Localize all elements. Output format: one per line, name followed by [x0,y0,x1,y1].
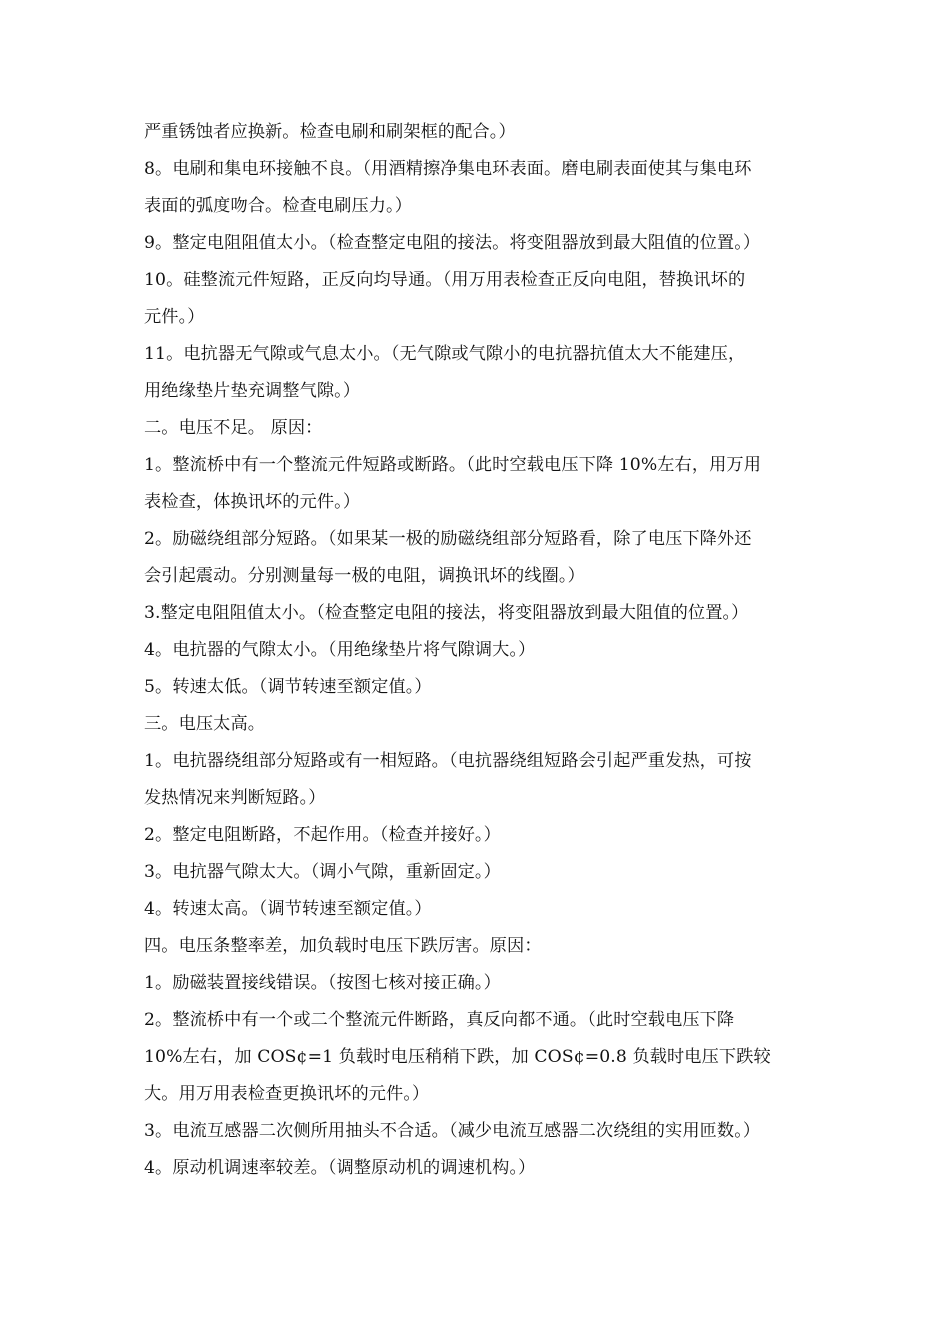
text-line: 严重锈蚀者应换新。检查电刷和刷架框的配合。） [144,122,516,142]
text-line: 1。整流桥中有一个整流元件短路或断路。（此时空载电压下降 10%左右，用万用 [144,455,761,475]
text-line: 2。励磁绕组部分短路。（如果某一极的励磁绕组部分短路看，除了电压下降外还 [144,529,752,549]
section-heading: 四。电压条整率差，加负载时电压下跌厉害。原因： [144,936,542,956]
document-page [144,118,820,1191]
section-heading: 三。电压太高。 [144,714,266,734]
text-line: 大。用万用表检查更换讯坏的元件。） [144,1084,430,1104]
text-line: 3.整定电阻阻值太小。（检查整定电阻的接法，将变阻器放到最大阻值的位置。） [144,603,749,623]
text-line: 10。硅整流元件短路，正反向均导通。（用万用表检查正反向电阻，替换讯坏的 [144,270,746,290]
text-line: 表检查，体换讯坏的元件。） [144,492,361,512]
text-line: 表面的弧度吻合。检查电刷压力。） [144,196,413,216]
text-line: 4。转速太高。（调节转速至额定值。） [144,899,432,919]
text-line: 5。转速太低。（调节转速至额定值。） [144,677,432,697]
text-line: 1。电抗器绕组部分短路或有一相短路。（电抗器绕组短路会引起严重发热，可按 [144,751,752,771]
text-line: 8。电刷和集电环接触不良。（用酒精擦净集电环表面。磨电刷表面使其与集电环 [144,159,752,179]
text-line: 会引起震动。分别测量每一极的电阻，调换讯坏的线圈。） [144,566,585,586]
text-line: 发热情况来判断短路。） [144,788,326,808]
text-line: 4。电抗器的气隙太小。（用绝缘垫片将气隙调大。） [144,640,536,660]
text-line: 9。整定电阻阻值太小。（检查整定电阻的接法。将变阻器放到最大阻值的位置。） [144,233,761,253]
text-line: 10%左右，加 COS¢=1 负载时电压稍稍下跌，加 COS¢=0.8 负载时电压下跌较 [144,1047,771,1067]
text-line: 3。电抗器气隙太大。（调小气隙，重新固定。） [144,862,501,882]
text-line: 用绝缘垫片垫充调整气隙。） [144,381,361,401]
text-line: 元件。） [144,307,205,327]
text-line: 4。原动机调速率较差。（调整原动机的调速机构。） [144,1158,536,1178]
text-line: 1。励磁装置接线错误。（按图七核对接正确。） [144,973,501,993]
text-line: 2。整定电阻断路，不起作用。（检查并接好。） [144,825,501,845]
text-line: 2。整流桥中有一个或二个整流元件断路，真反向都不通。（此时空载电压下降 [144,1010,735,1030]
section-heading: 二。电压不足。 原因： [144,418,323,438]
text-line: 3。电流互感器二次侧所用抽头不合适。（减少电流互感器二次绕组的实用匝数。） [144,1121,761,1141]
text-line: 11。电抗器无气隙或气息太小。（无气隙或气隙小的电抗器抗值太大不能建压， [144,344,746,364]
